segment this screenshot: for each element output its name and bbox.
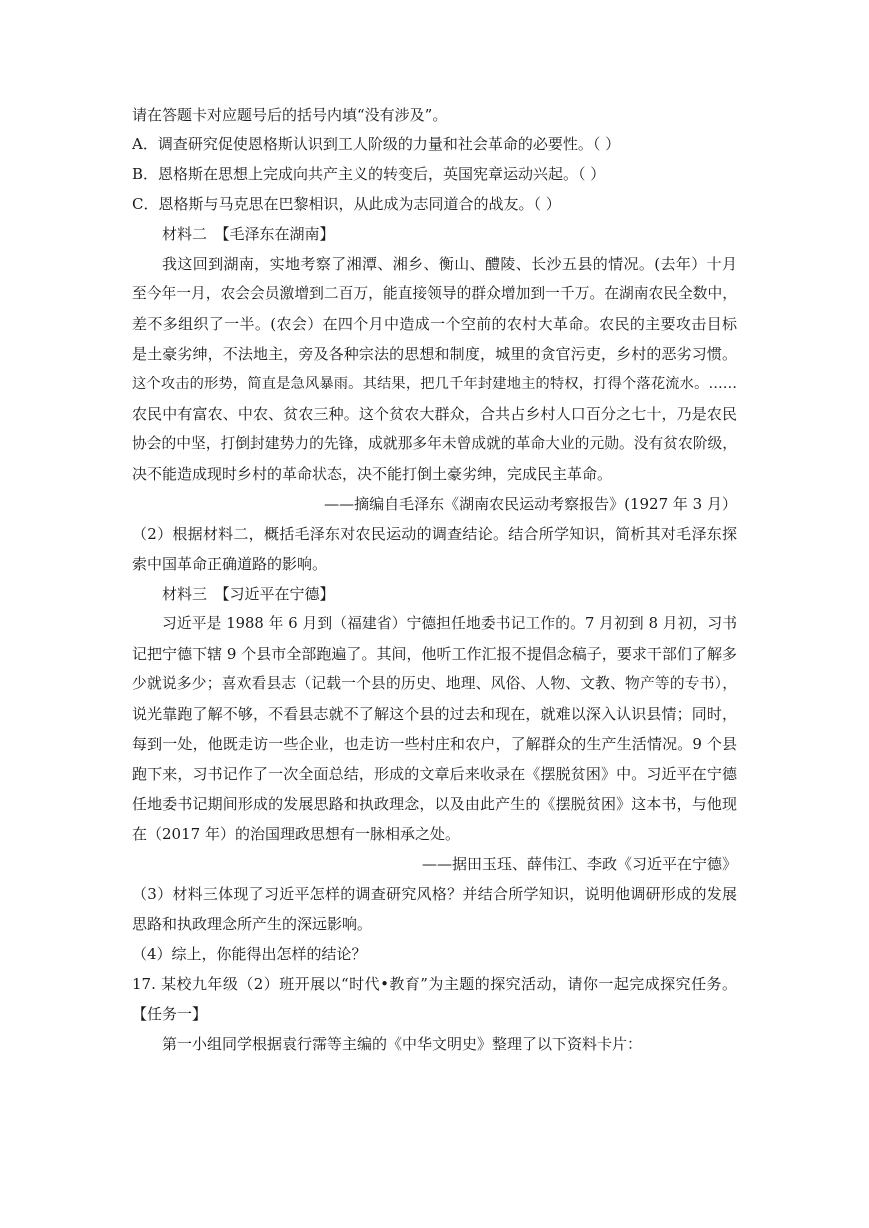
material-3-line-8: 在（2017 年）的治国理政思想有一脉相承之处。 bbox=[132, 825, 460, 843]
option-a: A．调查研究促使恩格斯认识到工人阶级的力量和社会革命的必要性。（ ） bbox=[132, 135, 621, 153]
question-3-line-2: 思路和执政理念所产生的深远影响。 bbox=[132, 915, 373, 933]
material-3-title: 材料三 【习近平在宁德】 bbox=[162, 585, 335, 603]
material-2-source: ——摘编自毛泽东《湖南农民运动考察报告》(1927 年 3 月） bbox=[324, 495, 737, 513]
material-2-line-3: 差不多组织了一半。(农会）在四个月中造成一个空前的农村大革命。农民的主要攻击目标 bbox=[132, 315, 737, 333]
question-3-line-1: （3）材料三体现了习近平怎样的调查研究风格？并结合所学知识，说明他调研形成的发展 bbox=[132, 885, 737, 903]
instruction-line: 请在答题卡对应题号后的括号内填“没有涉及”。 bbox=[132, 106, 448, 124]
material-3-line-2: 记把宁德下辖 9 个县市全部跑遍了。其间，他听工作汇报不提倡念稿子，要求干部们了解多 bbox=[132, 645, 737, 663]
material-2-line-5: 这个攻击的形势，简直是急风暴雨。其结果，把几千年封建地主的特权，打得个落花流水。…… bbox=[132, 376, 737, 392]
question-2-line-1: （2）根据材料二，概括毛泽东对农民运动的调查结论。结合所学知识，简析其对毛泽东探 bbox=[132, 525, 737, 543]
material-2-line-4: 是土豪劣绅，不法地主，旁及各种宗法的思想和制度，城里的贪官污吏，乡村的恶劣习惯。 bbox=[132, 345, 737, 363]
material-3-line-3: 少就说多少；喜欢看县志（记载一个县的历史、地理、风俗、人物、文教、物产等的专书）， bbox=[132, 675, 737, 692]
question-2-line-2: 索中国革命正确道路的影响。 bbox=[132, 555, 328, 573]
material-3-line-7: 任地委书记期间形成的发展思路和执政理念，以及由此产生的《摆脱贫困》这本书，与他现 bbox=[132, 795, 737, 813]
option-b: B．恩格斯在思想上完成向共产主义的转变后，英国宪章运动兴起。（ ） bbox=[132, 165, 606, 183]
task-1-heading: 【任务一】 bbox=[132, 1005, 208, 1023]
material-3-source: ——据田玉珏、薛伟江、李政《习近平在宁德》 bbox=[421, 855, 737, 873]
material-2-line-8: 决不能造成现时乡村的革命状态，决不能打倒土豪劣绅，完成民主革命。 bbox=[132, 465, 613, 483]
question-4: （4）综上，你能得出怎样的结论？ bbox=[132, 945, 367, 963]
material-2-line-6: 农民中有富农、中农、贫农三种。这个贫农大群众，合共占乡村人口百分之七十，乃是农民 bbox=[132, 405, 737, 423]
material-3-line-6: 跑下来，习书记作了一次全面总结，形成的文章后来收录在《摆脱贫困》中。习近平在宁德 bbox=[132, 765, 737, 783]
question-17: 17. 某校九年级（2）班开展以“时代•教育”为主题的探究活动，请你一起完成探究任务。 bbox=[132, 975, 737, 993]
task-1-intro: 第一小组同学根据袁行霈等主编的《中华文明史》整理了以下资料卡片： bbox=[162, 1035, 643, 1053]
material-3-line-4: 说光靠跑了解不够，不看县志就不了解这个县的过去和现在，就难以深入认识县情；同时， bbox=[132, 705, 737, 723]
material-2-title: 材料二 【毛泽东在湖南】 bbox=[162, 225, 335, 243]
material-3-line-1: 习近平是 1988 年 6 月到（福建省）宁德担任地委书记工作的。7 月初到 8 月初，习书 bbox=[162, 615, 737, 632]
material-3-line-5: 每到一处，他既走访一些企业，也走访一些村庄和农户，了解群众的生产生活情况。9 个县 bbox=[132, 735, 737, 753]
material-2-line-1: 我这回到湖南，实地考察了湘潭、湘乡、衡山、醴陵、长沙五县的情况。(去年）十月 bbox=[162, 255, 737, 273]
option-c: C．恩格斯与马克思在巴黎相识，从此成为志同道合的战友。（ ） bbox=[132, 195, 561, 213]
material-2-line-7: 协会的中坚，打倒封建势力的先锋，成就那多年未曾成就的革命大业的元勋。没有贫农阶级， bbox=[132, 435, 737, 452]
material-2-line-2: 至今年一月，农会会员激增到二百万，能直接领导的群众增加到一千万。在湖南农民全数中， bbox=[132, 285, 737, 302]
